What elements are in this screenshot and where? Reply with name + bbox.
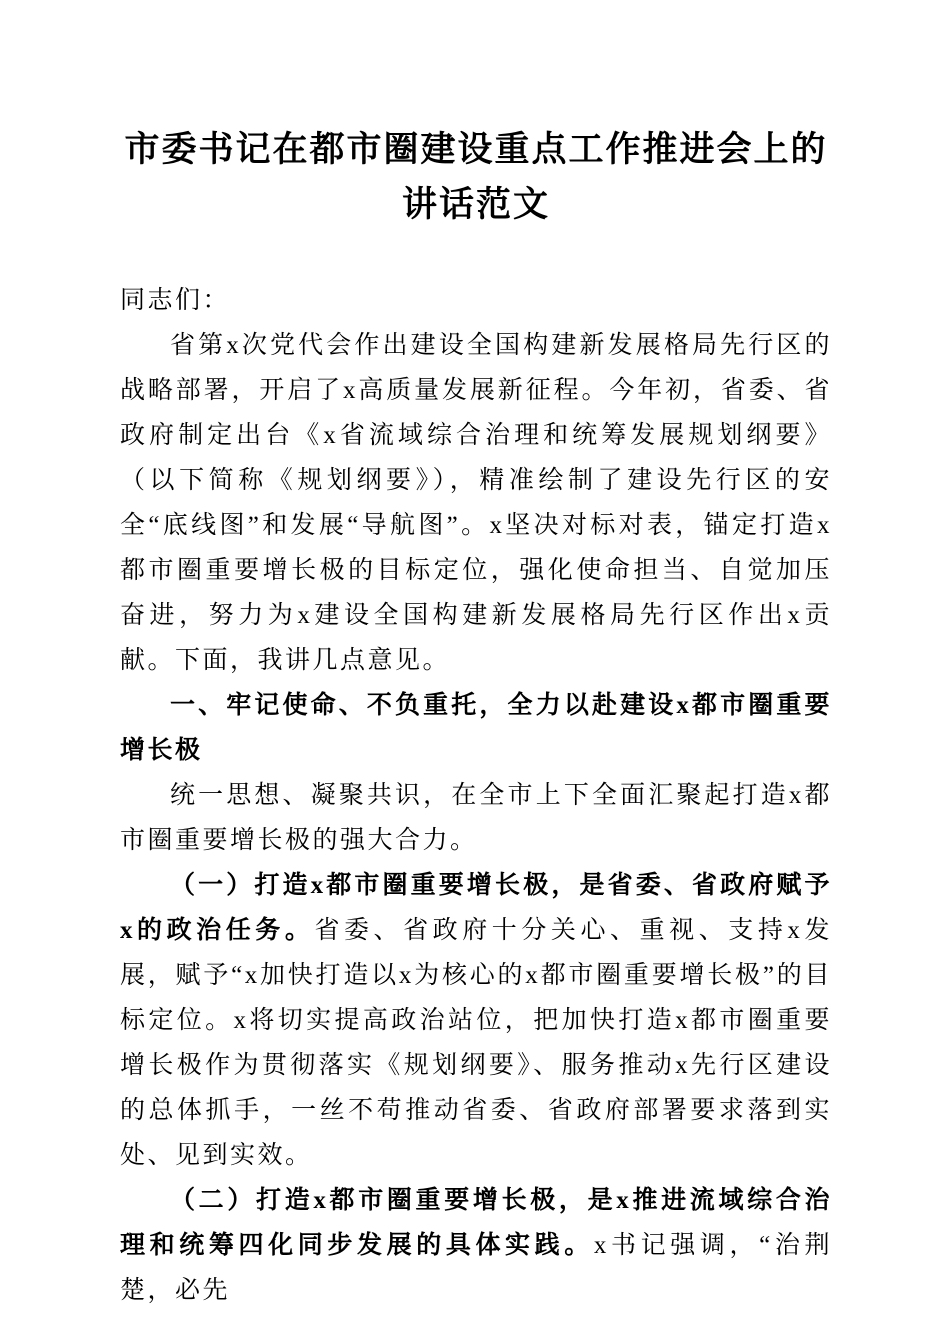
- salutation: 同志们：: [120, 287, 231, 314]
- section-heading-1: 一、牢记使命、不负重托，全力以赴建设x都市圈重要增长极: [120, 692, 832, 764]
- point-2-lead: （二）打造x都市圈重要增长极，是x推进流域综合治理和统筹四化同步发展的具体实践。: [120, 1187, 832, 1259]
- point-2-body: x书记强调，“治荆楚，必先: [120, 1232, 832, 1304]
- point-1-body: 省委、省政府十分关心、重视、支持x发展，赋予“x加快打造以x为核心的x都市圈重要增长极”的目标定位。x将切实提高政治站位，把加快打造x都市圈重要增长极作为贯彻落实《规划纲要》、服务推动x先行区建设的总体抓手，一丝不苟推动省委、省政府部署要求落到实处、见到实效。: [120, 917, 832, 1169]
- paragraph-point-1: [120, 863, 832, 1178]
- paragraph-intro: 省第x次党代会作出建设全国构建新发展格局先行区的战略部署，开启了x高质量发展新征程。今年初，省委、省政府制定出台《x省流域综合治理和统筹发展规划纲要》（以下简称《规划纲要》），精准绘制了建设先行区的安全“底线图”和发展“导航图”。x坚决对标对表，锚定打造x都市圈重要增长极的目标定位，强化使命担当、自觉加压奋进，努力为x建设全国构建新发展格局先行区作出x贡献。下面，我讲几点意见。: [120, 332, 832, 674]
- paragraph-section1-lead: 统一思想、凝聚共识，在全市上下全面汇聚起打造x都市圈重要增长极的强大合力。: [120, 782, 832, 854]
- document-title: 市委书记在都市圈建设重点工作推进会上的讲话范文: [124, 129, 828, 225]
- point-1-lead: （一）打造x都市圈重要增长极，是省委、省政府赋予x的政治任务。: [120, 872, 832, 944]
- paragraph-point-2: [120, 1178, 832, 1313]
